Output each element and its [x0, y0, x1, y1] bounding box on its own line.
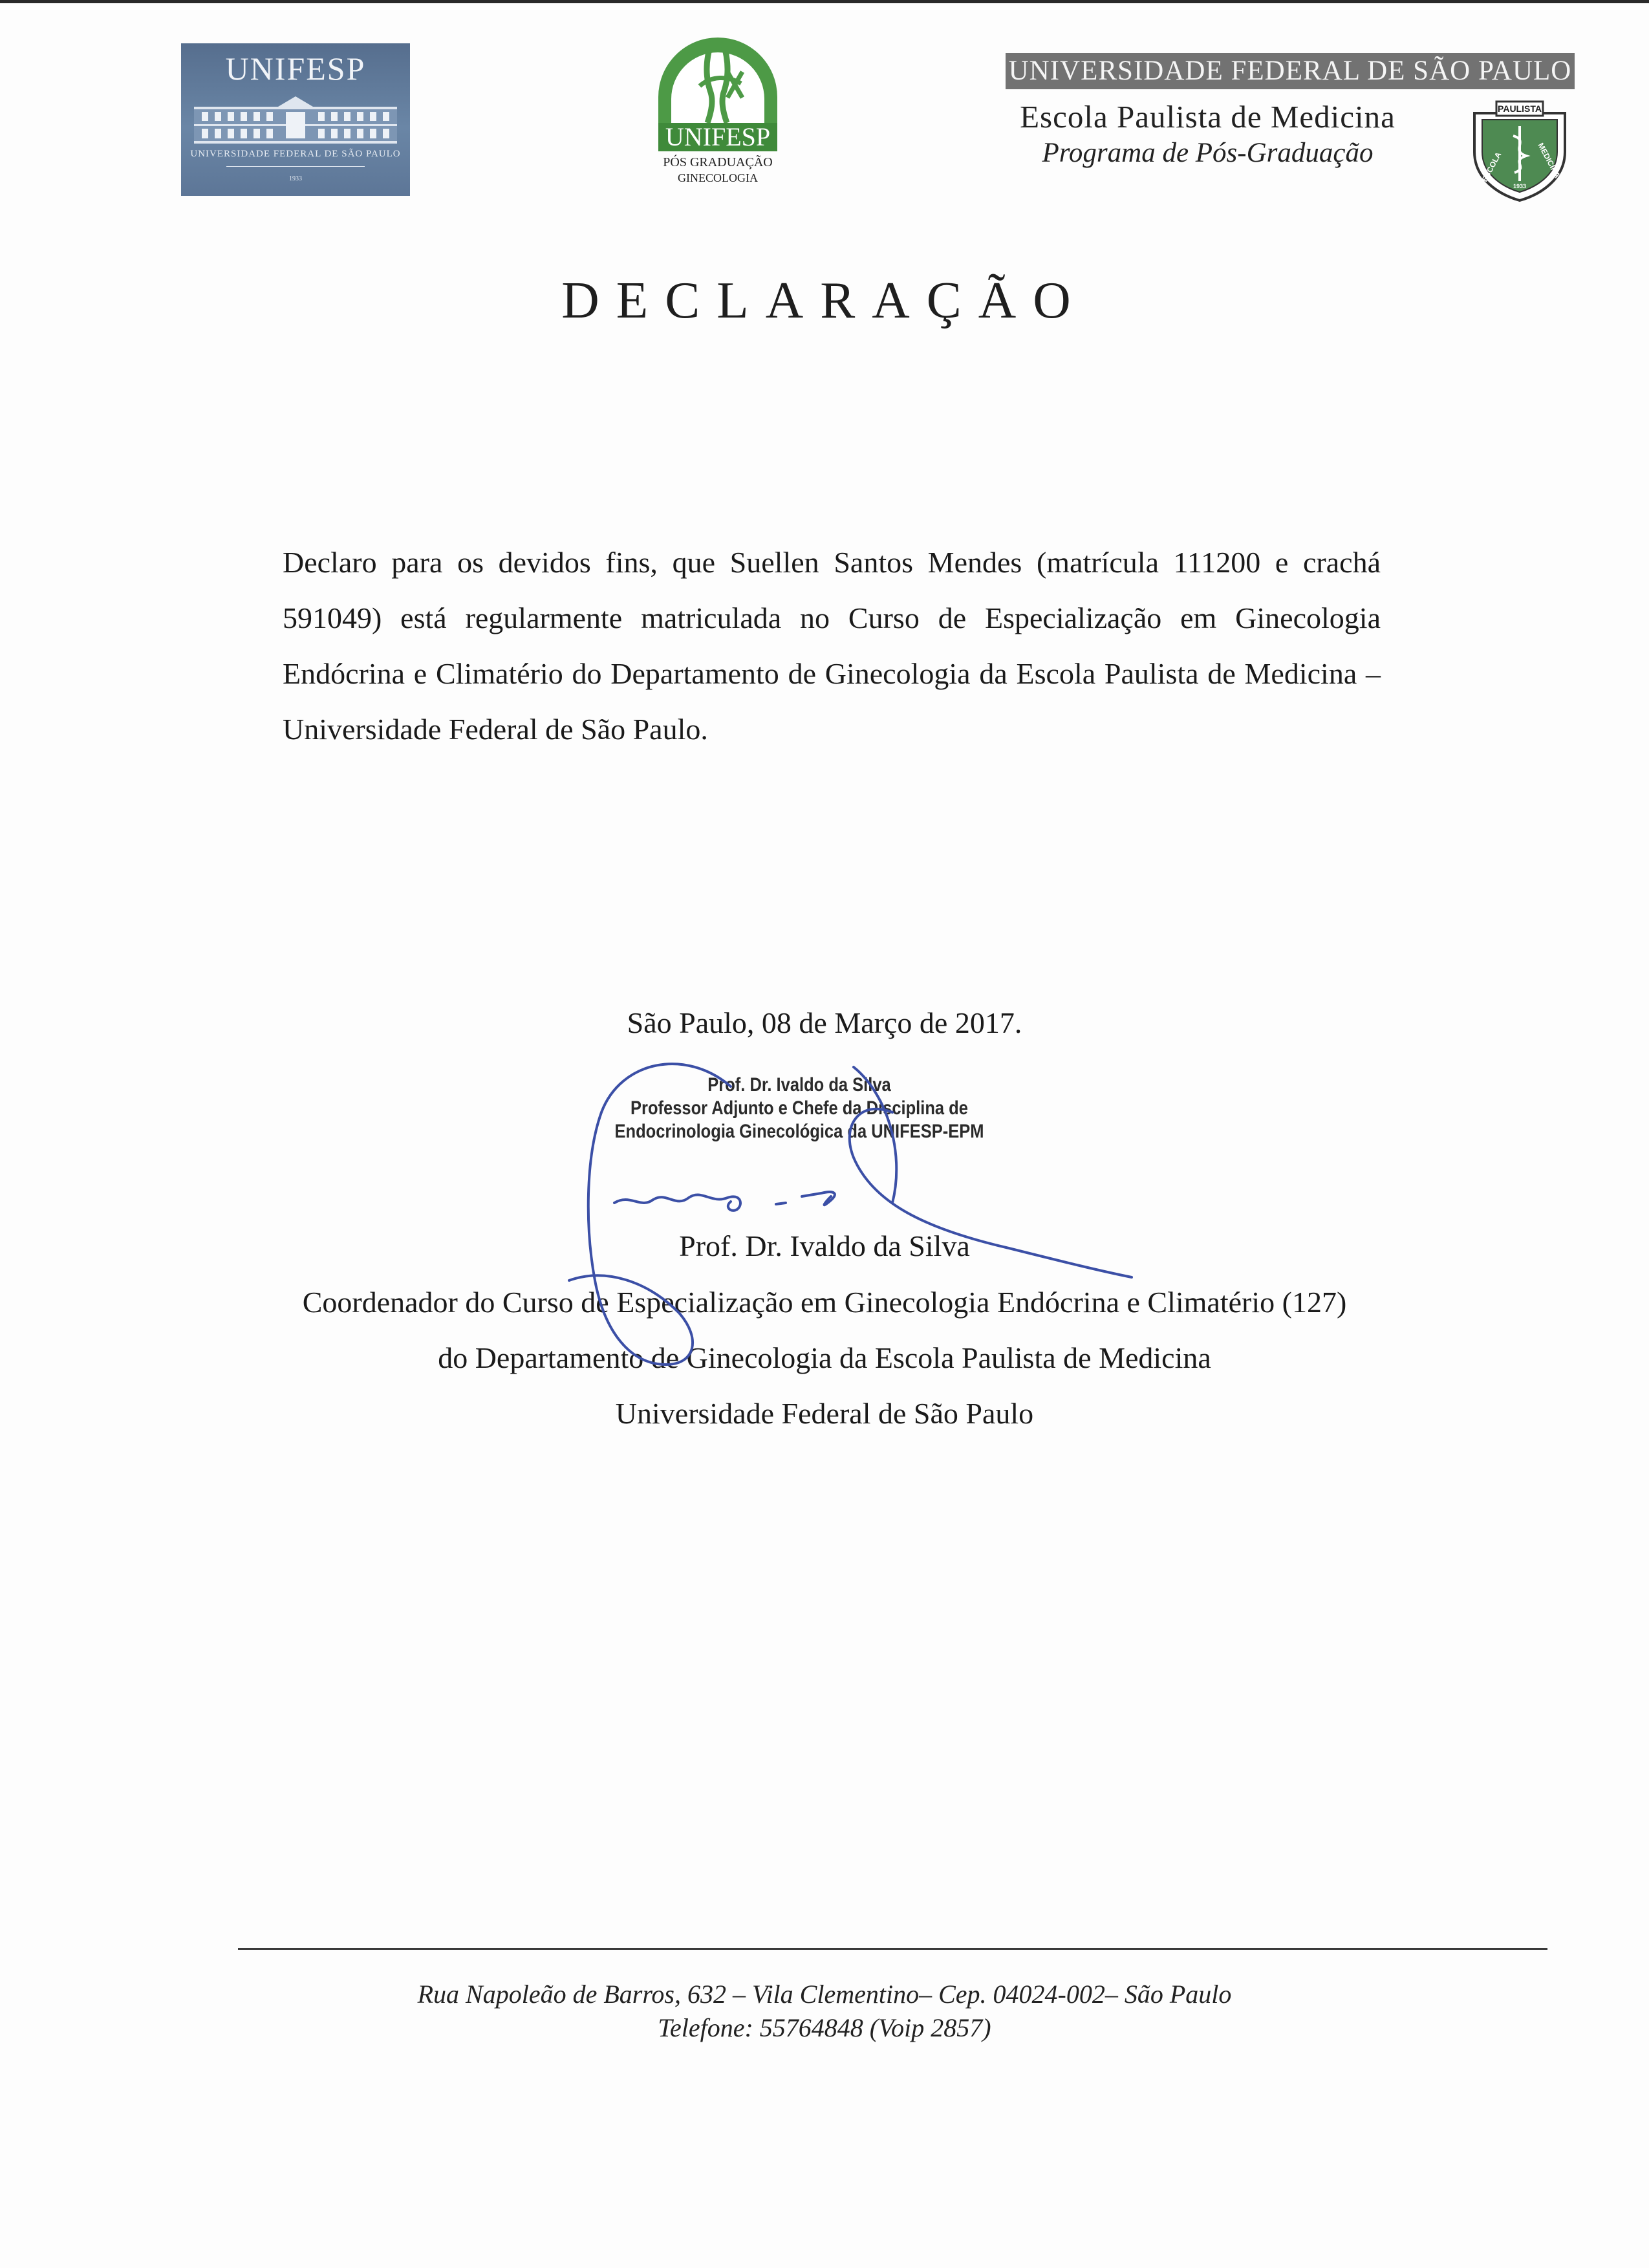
document-title: DECLARAÇÃO [561, 271, 1088, 329]
logo-divider [226, 166, 365, 167]
figure-emblem-icon [647, 36, 789, 126]
logo-title: UNIFESP [225, 50, 366, 87]
logo-subtitle: UNIVERSIDADE FEDERAL DE SÃO PAULO [190, 149, 401, 159]
stamp-line-1: Prof. Dr. Ivaldo da Silva [707, 1074, 891, 1096]
footer-address: Rua Napoleão de Barros, 632 – Vila Clementino– Cep. 04024-002– São Paulo [417, 1980, 1232, 2009]
place-and-date: São Paulo, 08 de Março de 2017. [627, 1006, 1022, 1039]
signer-university: Universidade Federal de São Paulo [615, 1397, 1034, 1430]
unifesp-building-logo [181, 43, 410, 196]
program-name: Programa de Pós-Graduação [1042, 138, 1374, 168]
signer-role: Coordenador do Curso de Especialização em Ginecologia Endócrina e Climatério (127) [302, 1286, 1347, 1319]
seal-left-text: ESCOLA [1480, 150, 1503, 184]
building-icon [194, 95, 397, 144]
official-stamp [601, 1074, 997, 1143]
pos-logo-line2: GINECOLOGIA [678, 171, 758, 184]
stamp-line-3: Endocrinologia Ginecológica da UNIFESP-EPM [614, 1121, 984, 1142]
pos-logo-line1: PÓS GRADUAÇÃO [663, 155, 773, 169]
seal-top-text: PAULISTA [1498, 103, 1542, 114]
footer-phone: Telefone: 55764848 (Voip 2857) [658, 2013, 991, 2042]
footer-divider [238, 1948, 1547, 1950]
declaration-body: Declaro para os devidos fins, que Suellen Santos Mendes (matrícula 111200 e crachá 591049) está regularmente matriculada no Curso de Especialização em Ginecologia Endócrina e Climatério do Departamento de Ginecologia da Escola Paulista de Medicina – Universidade Federal de São Paulo. [283, 546, 1381, 746]
school-name: Escola Paulista de Medicina [1020, 99, 1396, 135]
escola-paulista-seal [1468, 100, 1571, 204]
scan-top-edge [0, 0, 1649, 3]
university-banner: UNIVERSIDADE FEDERAL DE SÃO PAULO [1006, 53, 1575, 89]
signer-department: do Departamento de Ginecologia da Escola Paulista de Medicina [438, 1341, 1211, 1374]
seal-right-text: MEDICINA [1536, 141, 1562, 180]
signer-name: Prof. Dr. Ivaldo da Silva [679, 1229, 970, 1262]
logo-year: 1933 [289, 175, 302, 182]
seal-year: 1933 [1513, 183, 1527, 189]
stamp-line-2: Professor Adjunto e Chefe da Disciplina de [630, 1097, 968, 1119]
pos-graduacao-logo [647, 36, 789, 197]
pos-logo-banner: UNIFESP [658, 123, 777, 151]
